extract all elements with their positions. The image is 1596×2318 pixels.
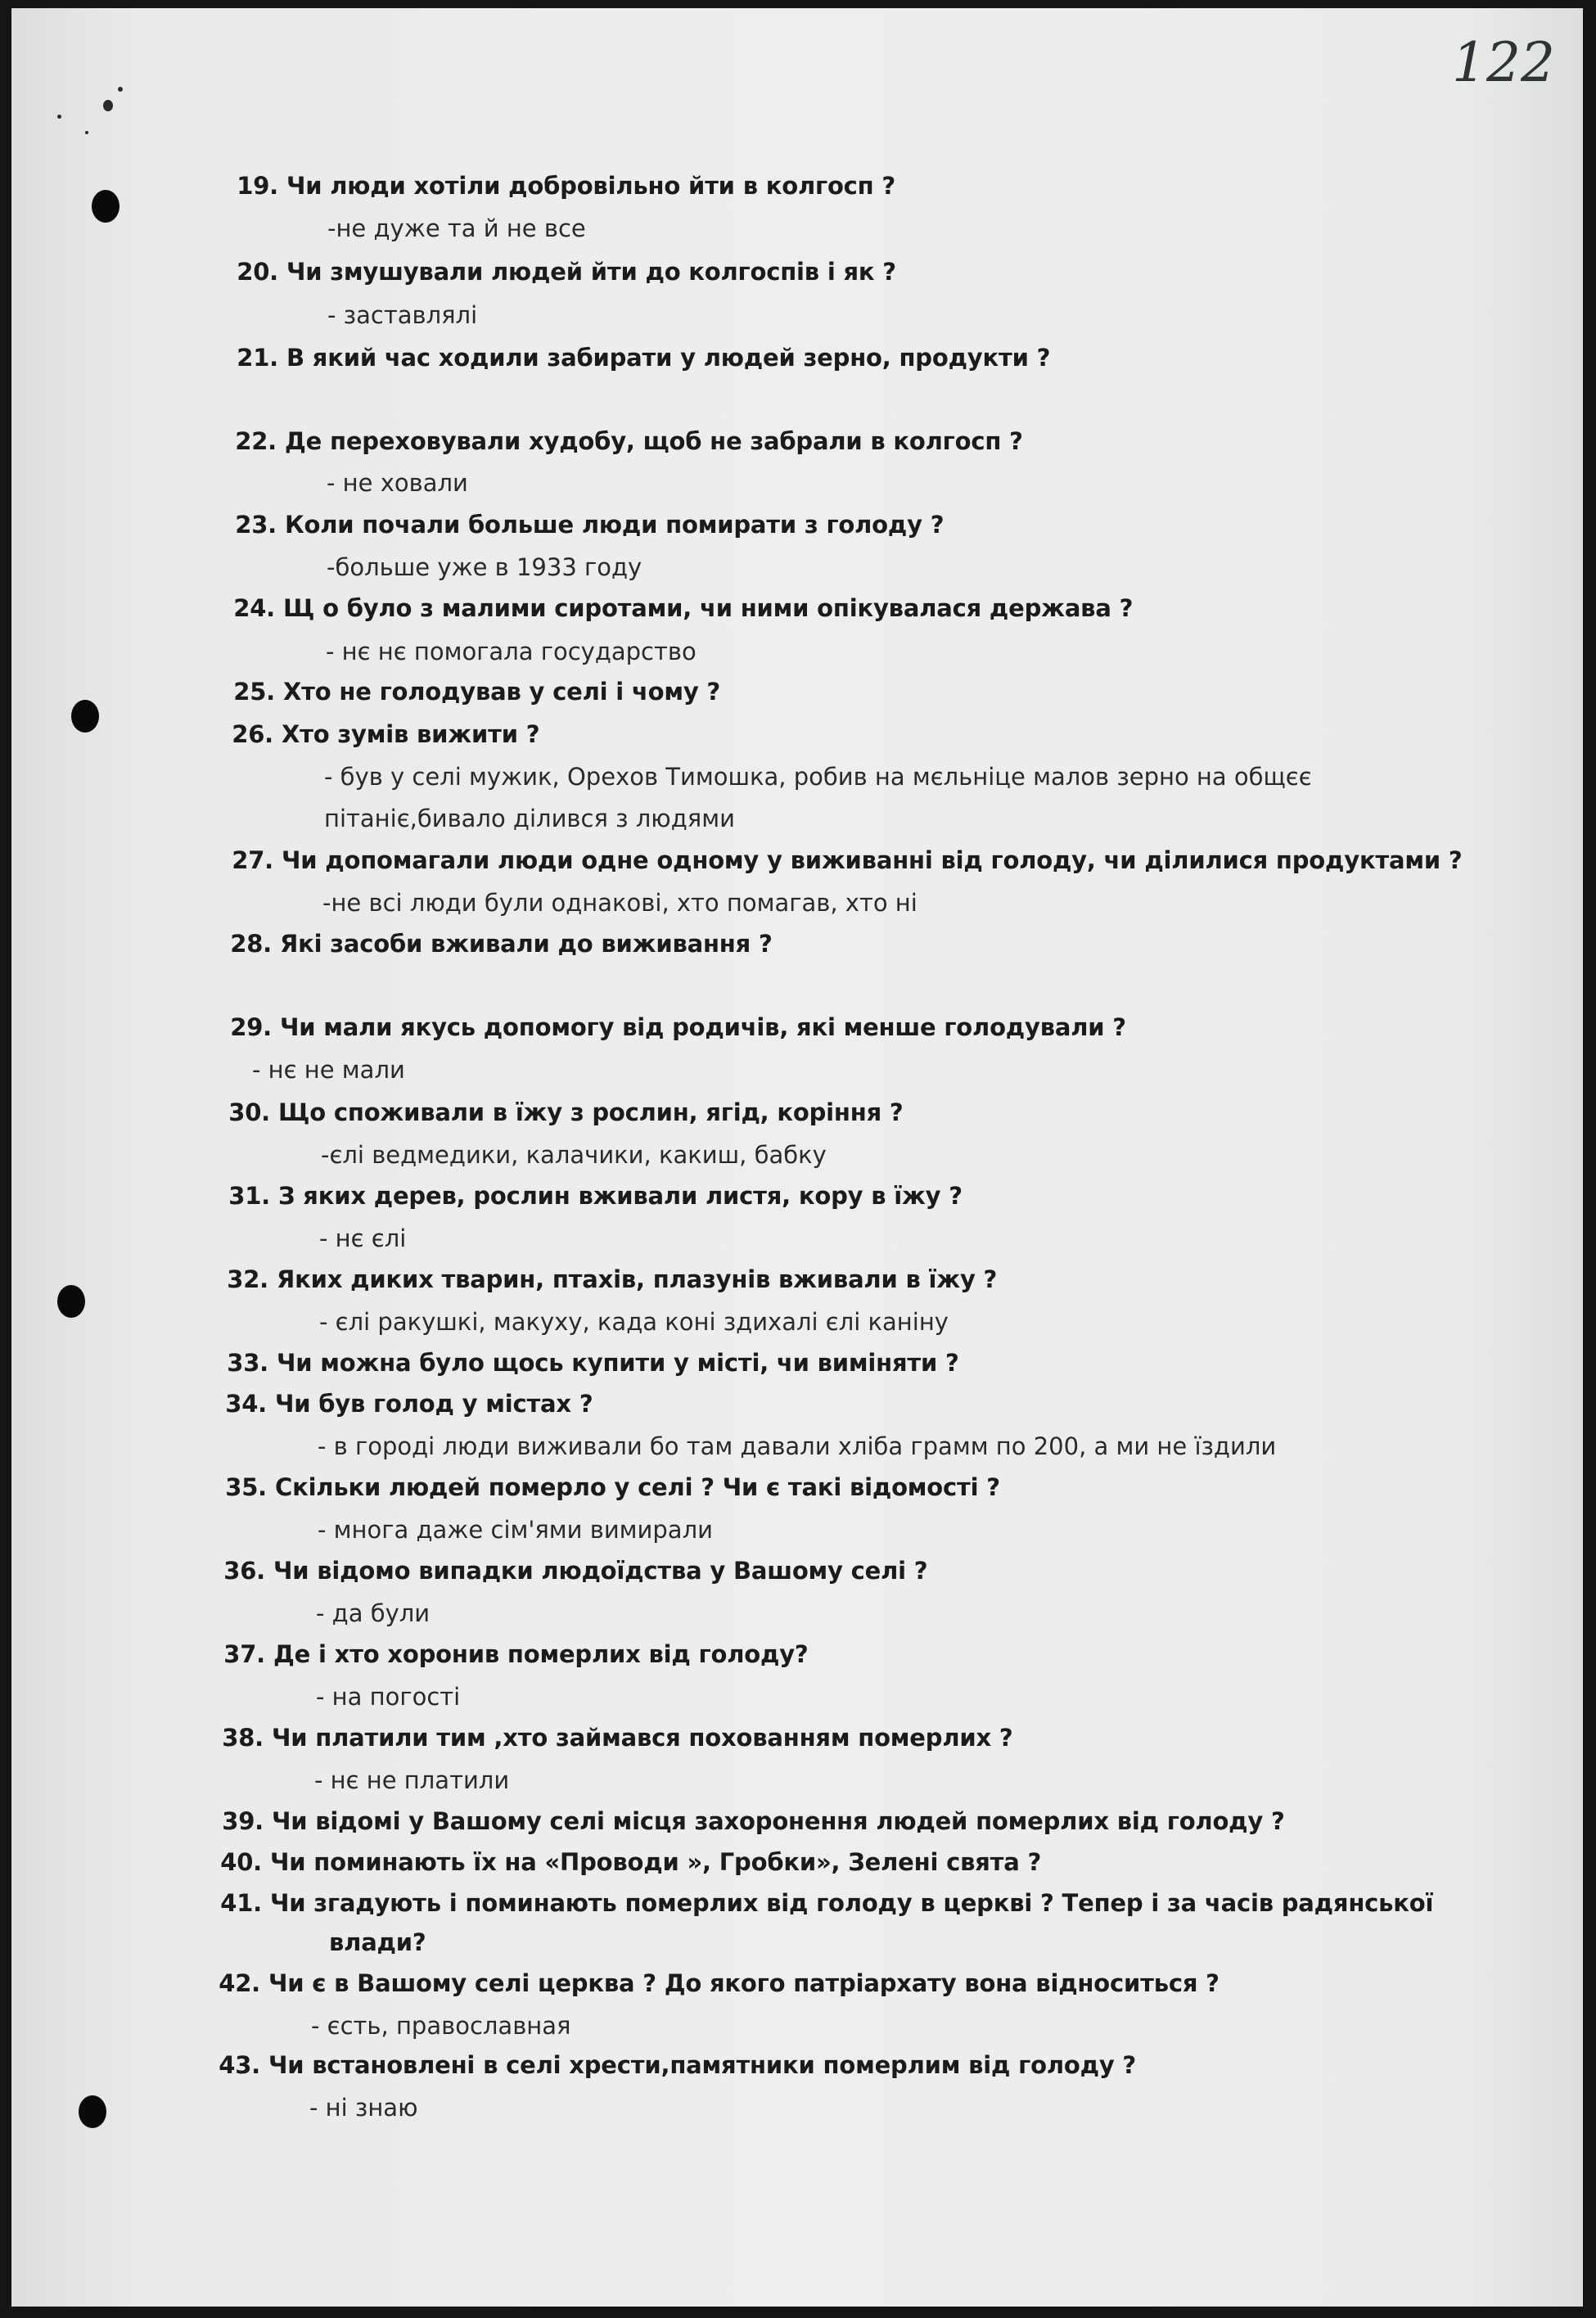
answer-19: -не дуже та й не все <box>327 214 586 242</box>
answer-31: - нє єлі <box>319 1224 407 1252</box>
punch-hole-1 <box>92 190 119 223</box>
question-20: 20. Чи змушували людей йти до колгоспів і як ? <box>237 258 896 286</box>
answer-29: - нє не мали <box>252 1056 405 1084</box>
question-32: 32. Яких диких тварин, птахів, плазунів вживали в їжу ? <box>227 1265 998 1293</box>
question-26: 26. Хто зумів вижити ? <box>232 720 540 748</box>
question-33: 33. Чи можна було щось купити у місті, чи виміняти ? <box>227 1349 959 1377</box>
answer-38: - нє не платили <box>314 1766 510 1794</box>
question-30: 30. Що споживали в їжу з рослин, ягід, коріння ? <box>228 1098 904 1126</box>
answer-22: - не ховали <box>327 469 468 497</box>
question-38: 38. Чи платили тим ,хто займався похованням померлих ? <box>222 1724 1013 1752</box>
ink-spot <box>103 100 113 111</box>
answer-20: - заставлялі <box>327 301 478 329</box>
answer-43: - ні знаю <box>309 2094 418 2122</box>
ink-spot <box>57 115 61 119</box>
question-27: 27. Чи допомагали люди одне одному у виживанні від голоду, чи ділилися продуктами ? <box>232 846 1463 874</box>
answer-30: -єлі ведмедики, калачики, какиш, бабку <box>321 1141 827 1169</box>
ink-spot <box>118 87 123 92</box>
question-42: 42. Чи є в Вашому селі церква ? До якого патріархату вона відноситься ? <box>219 1969 1220 1997</box>
question-22: 22. Де переховували худобу, щоб не забрали в колгосп ? <box>235 427 1023 455</box>
punch-hole-4 <box>79 2095 106 2128</box>
question-37: 37. Де і хто хоронив померлих від голоду? <box>223 1640 809 1668</box>
question-41-continuation: влади? <box>329 1928 426 1956</box>
question-39: 39. Чи відомі у Вашому селі місця захоронення людей померлих від голоду ? <box>222 1807 1285 1835</box>
question-43: 43. Чи встановлені в селі хрести,памятники померлим від голоду ? <box>219 2051 1137 2079</box>
page-number: 122 <box>1452 31 1555 94</box>
document-page <box>11 8 1583 2307</box>
question-24: 24. Щ о було з малими сиротами, чи ними опікувалася держава ? <box>233 594 1134 622</box>
question-31: 31. З яких дерев, рослин вживали листя, кору в їжу ? <box>228 1182 963 1210</box>
answer-26-line-2: пітаніє,бивало ділився з людями <box>324 805 735 832</box>
answer-37: - на погості <box>316 1683 461 1711</box>
question-23: 23. Коли почали больше люди помирати з голоду ? <box>235 511 945 539</box>
question-34: 34. Чи був голод у містах ? <box>225 1390 593 1418</box>
question-36: 36. Чи відомо випадки людоїдства у Вашому селі ? <box>223 1557 928 1585</box>
answer-35: - многа даже сім'ями вимирали <box>318 1516 713 1544</box>
punch-hole-3 <box>57 1285 85 1318</box>
answer-42: - єсть, православная <box>311 2012 571 2040</box>
punch-hole-2 <box>71 700 99 733</box>
question-21: 21. В який час ходили забирати у людей зерно, продукти ? <box>237 344 1051 372</box>
question-25: 25. Хто не голодував у селі і чому ? <box>233 678 721 706</box>
question-41: 41. Чи згадують і поминають померлих від голоду в церкві ? Тепер і за часів радянської <box>220 1889 1434 1917</box>
answer-32: - єлі ракушкі, макуху, када коні здихалі єлі каніну <box>319 1308 949 1336</box>
answer-23: -больше уже в 1933 году <box>327 553 642 581</box>
answer-27: -не всі люди були однакові, хто помагав, хто ні <box>322 889 917 917</box>
question-29: 29. Чи мали якусь допомогу від родичів, які менше голодували ? <box>230 1013 1126 1041</box>
answer-24: - нє нє помогала государство <box>326 638 697 665</box>
answer-26-line-1: - був у селі мужик, Орехов Тимошка, робив на мєльніце малов зерно на общєє <box>324 763 1312 791</box>
question-35: 35. Скільки людей померло у селі ? Чи є такі відомості ? <box>225 1473 1000 1501</box>
question-19: 19. Чи люди хотіли добровільно йти в колгосп ? <box>237 172 896 200</box>
ink-spot <box>85 131 88 134</box>
question-28: 28. Які засоби вживали до виживання ? <box>230 930 773 958</box>
answer-36: - да були <box>316 1599 431 1627</box>
answer-34: - в городі люди виживали бо там давали хліба грамм по 200, а ми не їздили <box>318 1432 1277 1460</box>
question-40: 40. Чи поминають їх на «Проводи », Гробки», Зелені свята ? <box>220 1848 1042 1876</box>
